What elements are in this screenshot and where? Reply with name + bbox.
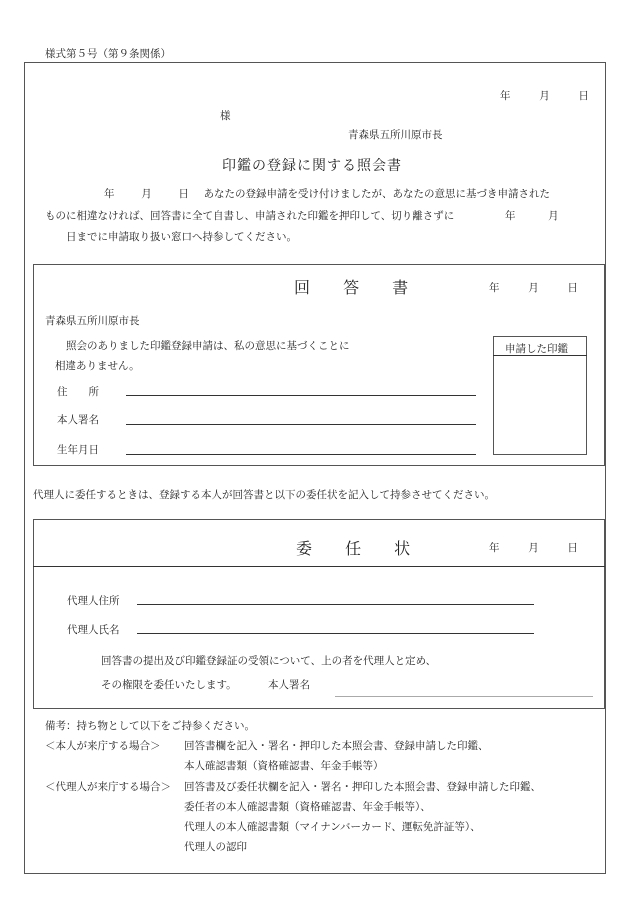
- proxy-statement-line2: その権限を委任いたします。: [101, 679, 237, 691]
- agent-address-line[interactable]: [137, 604, 534, 605]
- agent-name-line[interactable]: [137, 633, 534, 634]
- letter-year: 年: [500, 90, 511, 102]
- proxy-day: 日: [567, 542, 578, 554]
- reply-year: 年: [489, 282, 500, 294]
- letter-body-line1: [104, 186, 550, 201]
- body2-month: 月: [548, 210, 559, 222]
- principal-signature-label: 本人署名: [268, 679, 310, 691]
- signature-label: 本人署名: [57, 414, 99, 426]
- reply-day: 日: [567, 282, 578, 294]
- reply-statement-line2: 相違ありません。: [55, 360, 140, 372]
- notes-agent-line1: 回答書及び委任状欄を記入・署名・押印した本照会書、登録申請した印鑑、: [184, 781, 541, 793]
- body2-year: 年: [504, 210, 516, 222]
- letter-body-line2: [45, 208, 559, 223]
- proxy-year: 年: [489, 542, 500, 554]
- notes-agent-line3: 代理人の本人確認書類（マイナンバーカード、運転免許証等）、: [184, 821, 481, 833]
- letter-body-line3: 日までに申請取り扱い窓口へ持参してください。: [66, 231, 297, 243]
- form-number: 様式第５号（第９条関係）: [45, 48, 171, 60]
- body1-month: 月: [141, 188, 152, 200]
- proxy-month: 月: [528, 542, 539, 554]
- notes-agent-line2: 委任者の本人確認書類（資格確認書、年金手帳等）、: [184, 801, 431, 813]
- reply-date: [489, 280, 578, 295]
- body1-text: あなたの登録申請を受け付けましたが、あなたの意思に基づき申請された: [203, 188, 551, 200]
- agent-name-label: 代理人氏名: [67, 624, 120, 636]
- letter-sender: 青森県五所川原市長: [348, 129, 443, 141]
- proxy-statement-line1: 回答書の提出及び印鑑登録証の受領について、上の者を代理人と定め、: [101, 655, 437, 667]
- address-line[interactable]: [126, 395, 476, 396]
- notes-self-label: ＜本人が来庁する場合＞: [45, 740, 161, 752]
- notes-agent-label: ＜代理人が来庁する場合＞: [45, 781, 171, 793]
- address-label: 住 所: [57, 386, 99, 398]
- proxy-date: [489, 540, 578, 555]
- birthdate-line[interactable]: [126, 454, 476, 455]
- signature-line[interactable]: [126, 424, 476, 425]
- letter-date: [500, 88, 589, 103]
- body1-year: 年: [104, 188, 115, 200]
- letter-title: 印鑑の登録に関する照会書: [222, 158, 402, 174]
- reply-title: 回 答 書: [294, 278, 423, 297]
- seal-box-label: 申請した印鑑: [505, 343, 568, 355]
- addressee-suffix: 様: [220, 110, 231, 122]
- notes-self-line1: 回答書欄を記入・署名・押印した本照会書、登録申請した印鑑、: [184, 740, 489, 752]
- letter-day: 日: [578, 90, 589, 102]
- agent-address-label: 代理人住所: [67, 595, 120, 607]
- reply-addressee: 青森県五所川原市長: [45, 315, 140, 327]
- body1-day: 日: [178, 188, 189, 200]
- letter-month: 月: [539, 90, 550, 102]
- notes-heading: 備考：持ち物として以下をご持参ください。: [45, 720, 255, 732]
- reply-statement-line1: 照会のありました印鑑登録申請は、私の意思に基づくことに: [66, 340, 350, 352]
- proxy-instruction: 代理人に委任するときは、登録する本人が回答書と以下の委任状を記入して持参させてください。: [33, 489, 495, 501]
- birthdate-label: 生年月日: [57, 444, 99, 456]
- proxy-title: 委 任 状: [296, 539, 425, 558]
- notes-self-line2: 本人確認書類（資格確認書、年金手帳等）: [184, 760, 384, 772]
- principal-signature-line[interactable]: [335, 696, 593, 697]
- notes-agent-line4: 代理人の認印: [184, 841, 247, 853]
- body2-text: ものに相違なければ、回答書に全て自書し、申請された印鑑を押印して、切り離さずに: [45, 210, 455, 222]
- proxy-header-divider: [33, 566, 605, 567]
- reply-month: 月: [528, 282, 539, 294]
